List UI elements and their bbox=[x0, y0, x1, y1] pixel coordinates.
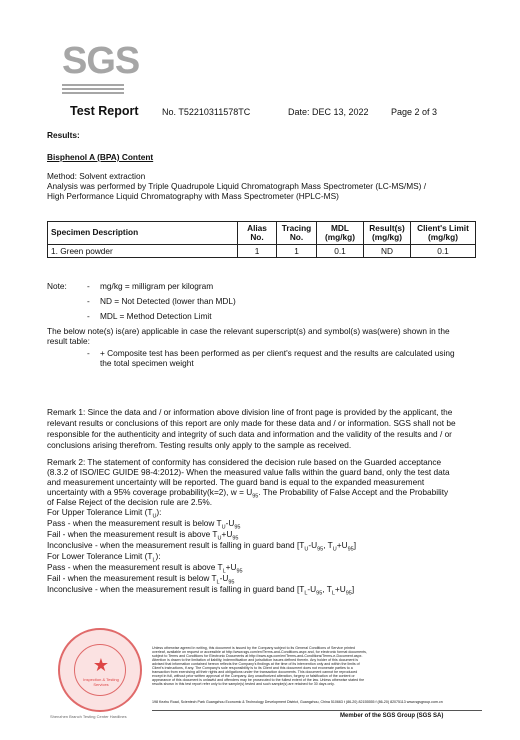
note-dash: - bbox=[87, 311, 90, 321]
remark2-line-1: Remark 2: The statement of conformity has considered the decision rule based on the Guarded acceptance bbox=[47, 457, 442, 467]
table-header-row bbox=[48, 222, 476, 245]
remark1-line-1: Remark 1: Since the data and / or information above division line of front page is provided by the applicant, the bbox=[47, 407, 453, 417]
company-seal-stamp bbox=[58, 628, 142, 712]
applicable-line-2: result table: bbox=[47, 336, 90, 346]
footer-divider bbox=[152, 710, 482, 711]
sgs-logo bbox=[62, 40, 140, 98]
remark2-line-5: of False Reject of the decision rule are 2.5%. bbox=[47, 497, 213, 507]
stamp-caption: Shenzhen Branch Testing Center Hardlines bbox=[50, 714, 127, 719]
lower-pass: Pass - when the measurement result is above $T_L+U_{95}$ bbox=[47, 562, 243, 575]
footer-member: Member of the SGS Group (SGS SA) bbox=[340, 713, 444, 719]
page-number: Page 2 of 3 bbox=[391, 107, 438, 117]
section-title: Bisphenol A (BPA) Content bbox=[47, 152, 154, 162]
analysis-line-1: Analysis was performed by Triple Quadrupole Liquid Chromatograph Mass Spectrometer (LC-MS/MS) / bbox=[47, 181, 427, 191]
header-tracing: Tracing No. bbox=[277, 222, 317, 245]
lower-fail: Fail - when the measurement result is below $T_L-U_{95}$ bbox=[47, 573, 235, 586]
note-label: Note: bbox=[47, 281, 67, 291]
note-mgkg: mg/kg = milligram per kilogram bbox=[100, 281, 214, 291]
cell-result: ND bbox=[364, 245, 411, 258]
note-dash: - bbox=[87, 281, 90, 291]
remark2-line-3: and measurement uncertainty will be reported. The guard band is equal to the expanded measurement bbox=[47, 477, 425, 487]
note-nd: ND = Not Detected (lower than MDL) bbox=[100, 296, 236, 306]
composite-line-2: the total specimen weight bbox=[100, 358, 194, 368]
cell-client-limit: 0.1 bbox=[411, 245, 476, 258]
upper-pass: Pass - when the measurement result is below $T_U-U_{95}$ bbox=[47, 518, 241, 531]
composite-dash: - bbox=[87, 348, 90, 358]
remark1-line-3: responsible for the authenticity and integrity of such data and information and the validity of the results and / or bbox=[47, 429, 452, 439]
header-specimen: Specimen Description bbox=[48, 222, 238, 245]
logo-text: SGS bbox=[62, 40, 140, 82]
header-alias: Alias No. bbox=[238, 222, 277, 245]
method-line: Method: Solvent extraction bbox=[47, 171, 146, 181]
remark2-line-4: uncertainty with a 95% coverage probability(k=2), $w = U_{95}$. The Probability of False Accept and the Probability bbox=[47, 487, 449, 500]
stamp-inner-ring bbox=[74, 644, 126, 696]
footer-address: 198 Kezhu Road, Scientech Park Guangzhou Economic & Technology Development District, Guangzhou, China 510663 t (86-20) 82155555 f (86-20) 82075113 www.sgsgroup.com.cn bbox=[152, 700, 443, 704]
lower-title: For Lower Tolerance Limit $(T_L)$: bbox=[47, 551, 161, 564]
logo-stripes bbox=[62, 84, 124, 96]
footer-fine-line: appearance of this document is unlawful and offenders may be prosecuted to the fullest extent of the law. Unless otherwise stated the bbox=[152, 678, 365, 682]
footer-fine-line: Unless otherwise agreed in writing, this document is issued by the Company subject to its General Conditions of Service printed bbox=[152, 646, 355, 650]
composite-line-1: + Composite test has been performed as per client's request and the results are calculated using bbox=[100, 348, 455, 358]
footer-fine-line: transaction from exercising all their rights and obligations under the transaction documents. This document cannot be reproduced bbox=[152, 670, 358, 674]
star-icon: ★ bbox=[92, 655, 110, 675]
upper-inconclusive: Inconclusive - when the measurement result is falling in guard band [$T_U-U_{95}$, $T_U+U_{95}$] bbox=[47, 540, 357, 553]
remark1-line-2: relevant results or conclusions of this report are only made for these data and / or information. SGS shall not be bbox=[47, 418, 456, 428]
cell-specimen: 1. Green powder bbox=[48, 245, 238, 258]
cell-tracing: 1 bbox=[277, 245, 317, 258]
table-row bbox=[48, 245, 476, 258]
report-header bbox=[70, 106, 470, 120]
footer-fine-line: Client's instructions, if any. The Company's sole responsibility is to its Client and this document does not exonerate parties to a bbox=[152, 666, 353, 670]
footer-fine-line: subject to Terms and Conditions for Electronic Documents at http://www.sgs.com/en/Terms-and-Conditions/Terms-e-Document.aspx. bbox=[152, 654, 363, 658]
footer-fine-line: results shown in this test report refer only to the sample(s) tested and such sample(s) are retained for 30 days only. bbox=[152, 682, 335, 686]
report-title: Test Report bbox=[70, 104, 139, 118]
note-dash: - bbox=[87, 296, 90, 306]
cell-alias: 1 bbox=[238, 245, 277, 258]
analysis-line-2: High Performance Liquid Chromatography with Mass Spectrometer (HPLC-MS) bbox=[47, 191, 339, 201]
upper-title: For Upper Tolerance Limit $(T_U)$: bbox=[47, 507, 162, 520]
footer-fine-line: advised that information contained hereon reflects the Company's findings at the time of its intervention only and within the limits of bbox=[152, 662, 360, 666]
report-date: Date: DEC 13, 2022 bbox=[288, 107, 369, 117]
results-table bbox=[47, 221, 476, 258]
footer-fine-line: Attention is drawn to the limitation of liability, indemnification and jurisdiction issues defined therein. Any holder of this document is bbox=[152, 658, 359, 662]
header-mdl: MDL (mg/kg) bbox=[317, 222, 364, 245]
cell-mdl: 0.1 bbox=[317, 245, 364, 258]
stamp-label: Inspection & Testing Services bbox=[83, 677, 119, 687]
footer-fine-line: overleaf, available on request or accessible at http://www.sgs.com/en/Terms-and-Conditions.aspx and, for electronic format documents, bbox=[152, 650, 367, 654]
remark2-line-2: (8.3.2 of ISO/IEC GUIDE 98-4:2012)- When the measured value falls within the guard band, only the test data bbox=[47, 467, 450, 477]
lower-inconclusive: Inconclusive - when the measurement result is falling in guard band [$T_L-U_{95}$, $T_L+U_{95}$] bbox=[47, 584, 355, 597]
upper-fail: Fail - when the measurement result is above $T_U+U_{95}$ bbox=[47, 529, 239, 542]
remark1-line-4: conclusions arising therefrom. Testing results only apply to the sample as received. bbox=[47, 440, 352, 450]
header-client-limit: Client's Limit (mg/kg) bbox=[411, 222, 476, 245]
results-label: Results: bbox=[47, 130, 80, 140]
applicable-line-1: The below note(s) is(are) applicable in case the relevant superscript(s) and symbol(s) was(were) shown in the bbox=[47, 326, 450, 336]
header-result: Result(s) (mg/kg) bbox=[364, 222, 411, 245]
report-number: No. T52210311578TC bbox=[162, 107, 251, 117]
footer-fine-line: except in full, without prior written approval of the Company. Any unauthorized alteration, forgery or falsification of the content or bbox=[152, 674, 355, 678]
note-mdl: MDL = Method Detection Limit bbox=[100, 311, 212, 321]
